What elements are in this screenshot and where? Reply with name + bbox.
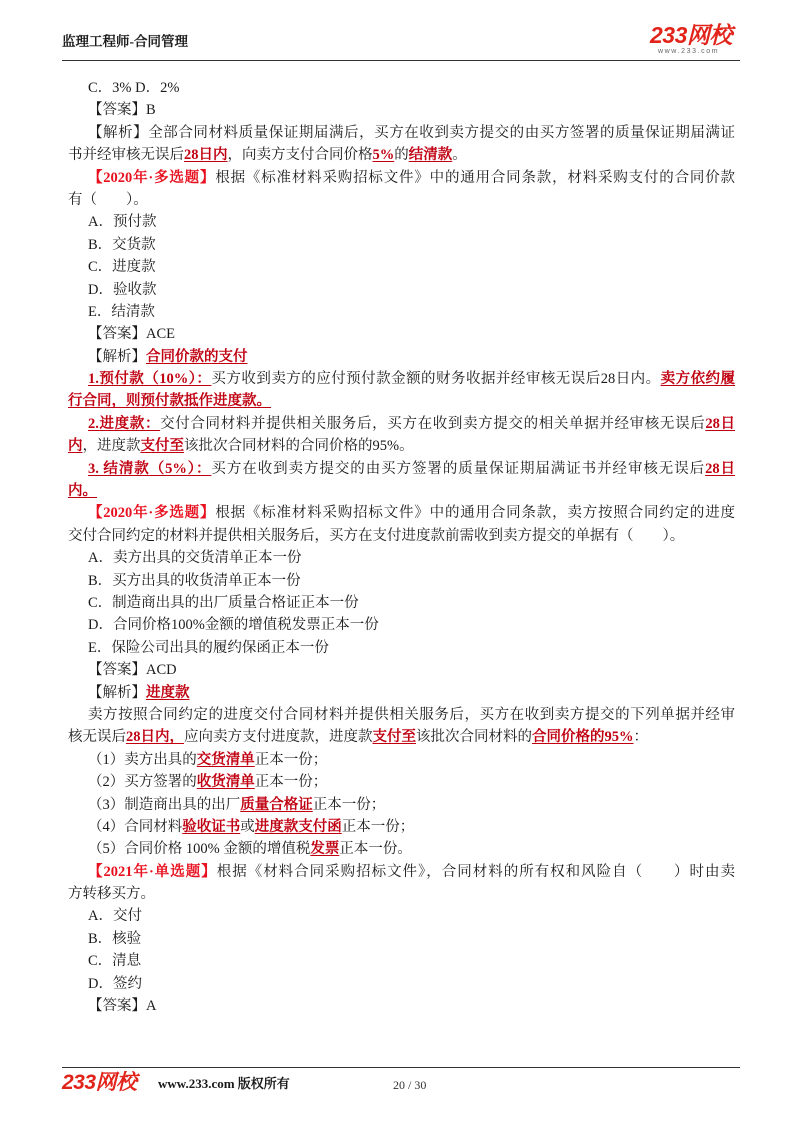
text-run: C．制造商出具的出厂质量合格证正本一份 [88, 594, 359, 611]
option-paragraph [68, 592, 735, 614]
header-divider [62, 60, 740, 61]
text-line [68, 234, 735, 256]
text-line [68, 435, 735, 457]
text-run: （2）买方签署的 [88, 774, 197, 791]
key-point-text: 支付至 [372, 729, 416, 746]
text-run: 该批次合同材料的合同价格的95%。 [184, 438, 414, 455]
text-run: 该批次合同材料的 [416, 729, 532, 746]
option-paragraph [68, 973, 735, 995]
key-point-text: 卖方依约履 [660, 371, 736, 388]
text-run: B．买方出具的收货清单正本一份 [88, 572, 301, 589]
text-line [68, 256, 735, 278]
text-line [68, 458, 735, 480]
text-line [68, 167, 735, 189]
text-run: 方转移买方。 [68, 886, 155, 903]
key-point-text: 进度款 [146, 684, 190, 701]
text-line [68, 838, 735, 860]
text-run: （3）制造商出具的出厂 [88, 796, 241, 813]
key-point-text: 28日 [705, 460, 736, 477]
text-run: A．交付 [88, 908, 142, 925]
text-run: 【答案】B [88, 102, 156, 119]
key-point-text: 收货清单 [196, 774, 255, 791]
text-line [68, 368, 735, 390]
text-run: D．合同价格100%金额的增值税发票正本一份 [88, 617, 379, 634]
logo-wordmark: 233网校 [650, 22, 732, 48]
key-point-text: 进度款支付函 [254, 818, 342, 835]
text-run: 根据《材料合同采购招标文件》，合同材料的所有权和风险自（ ）时由卖 [216, 863, 736, 880]
text-line [68, 704, 735, 726]
footer-divider [62, 1067, 740, 1068]
key-point-text: 验收证书 [182, 818, 241, 835]
text-line [68, 413, 735, 435]
text-line [68, 905, 735, 927]
key-point-text: 行合同，则预付款抵作进度款。 [68, 393, 271, 410]
option-paragraph [68, 547, 735, 569]
text-line [68, 883, 735, 905]
answer-paragraph [68, 323, 735, 345]
key-point-text: 28日 [705, 415, 736, 432]
text-run: 交付合同约定的材料并提供相关服务后，买方在支付进度款前需收到卖方提交的单据有（ ）。 [68, 527, 685, 544]
text-line [68, 346, 735, 368]
key-point-text: 28日内， [126, 729, 184, 746]
text-line [68, 144, 735, 166]
text-line [68, 659, 735, 681]
option-paragraph [68, 279, 735, 301]
key-point-text: 2.进度款： [88, 415, 161, 432]
text-run: 核无误后 [68, 729, 126, 746]
list-item-paragraph [68, 794, 735, 816]
text-line [68, 570, 735, 592]
text-line [68, 995, 735, 1017]
text-run: 【答案】A [88, 998, 157, 1015]
text-run: A．预付款 [88, 214, 157, 231]
text-line [68, 973, 735, 995]
text-run: E．结清款 [88, 303, 155, 320]
text-run: 【答案】ACE [88, 326, 175, 343]
text-line [68, 301, 735, 323]
key-point-text: 内 [68, 438, 83, 455]
text-run: 【解析】全部合同材料质量保证期届满后，买方在收到卖方提交的由买方签署的质量保证期届满证 [88, 124, 735, 141]
text-run: A．卖方出具的交货清单正本一份 [88, 550, 302, 567]
option-paragraph [68, 570, 735, 592]
option-paragraph [68, 905, 735, 927]
option-paragraph [68, 928, 735, 950]
logo-url: www.233.com [658, 48, 720, 55]
text-run: ，向卖方支付合同价格 [227, 147, 373, 164]
text-line [68, 749, 735, 771]
question-tag: 【2020年·多选题】 [88, 505, 216, 522]
question-tag: 【2020年·多选题】 [88, 169, 216, 186]
option-paragraph [68, 77, 735, 99]
text-run: 正本一份； [312, 796, 386, 813]
text-run: B．核验 [88, 930, 142, 947]
text-line [68, 323, 735, 345]
text-run: 【答案】ACD [88, 662, 177, 679]
list-item-paragraph [68, 749, 735, 771]
text-run: 根据《标准材料采购招标文件》中的通用合同条款，材料采购支付的合同价款 [215, 169, 735, 186]
text-run: 或 [240, 818, 255, 835]
key-point-text: 发票 [310, 841, 340, 858]
list-item-paragraph [68, 838, 735, 860]
text-run: 正本一份。 [339, 841, 412, 858]
text-run: 买方收到卖方的应付预付款金额的财务收据并经审核无误后28日内。 [211, 371, 661, 388]
question-tag: 【2021年·单选题】 [88, 863, 217, 880]
text-run: 应向卖方支付进度款，进度款 [184, 729, 373, 746]
text-run: （5）合同价格 100% 金额的增值税 [88, 841, 311, 858]
text-run: C．清息 [88, 953, 142, 970]
key-point-text: 交货清单 [196, 751, 255, 768]
text-line [68, 816, 735, 838]
text-run: （4）合同材料 [88, 818, 183, 835]
text-line [68, 682, 735, 704]
text-run: 正本一份； [341, 818, 415, 835]
key-point-text: 质量合格证 [240, 796, 313, 813]
key-point-text: 结清款 [408, 147, 453, 164]
footer-logo: 233网校 [62, 1071, 137, 1094]
brand-logo [650, 22, 742, 58]
text-line [68, 794, 735, 816]
option-paragraph [68, 234, 735, 256]
text-line [68, 122, 735, 144]
text-run: 买方在收到卖方提交的由买方签署的质量保证期届满证书并经审核无误后 [211, 460, 706, 477]
text-line [68, 189, 735, 211]
text-run: 【解析】 [88, 684, 146, 701]
text-run: 的 [394, 147, 409, 164]
text-line [68, 861, 735, 883]
analysis-paragraph [68, 682, 735, 704]
key-point-text: 内。 [68, 483, 97, 500]
text-run: B．交货款 [88, 236, 156, 253]
text-line [68, 592, 735, 614]
answer-paragraph [68, 99, 735, 121]
text-run: 根据《标准材料采购招标文件》中的通用合同条款，卖方按照合同约定的进度 [215, 505, 735, 522]
analysis-paragraph [68, 122, 735, 167]
text-line [68, 950, 735, 972]
key-point-text: 3. 结清款（5%）： [88, 460, 212, 477]
option-paragraph [68, 950, 735, 972]
question-paragraph [68, 167, 735, 212]
text-run: 交付合同材料并提供相关服务后，买方在收到卖方提交的相关单据并经审核无误后 [160, 415, 706, 432]
text-line [68, 637, 735, 659]
footer-copyright: www.233.com 版权所有 [158, 1076, 290, 1091]
text-line [68, 771, 735, 793]
key-point-text: 28日内 [184, 147, 228, 164]
text-line [68, 547, 735, 569]
point-paragraph [68, 413, 735, 458]
text-run: 卖方按照合同约定的进度交付合同材料并提供相关服务后，买方在收到卖方提交的下列单据并经审 [88, 706, 735, 723]
key-point-text: 合同价格的95% [532, 729, 634, 746]
list-item-paragraph [68, 771, 735, 793]
header-title: 监理工程师-合同管理 [62, 34, 188, 49]
text-run: ，进度款 [82, 438, 141, 455]
answer-paragraph [68, 659, 735, 681]
option-paragraph [68, 637, 735, 659]
text-line [68, 279, 735, 301]
text-run: D．签约 [88, 975, 142, 992]
option-paragraph [68, 614, 735, 636]
text-run: 有（ ）。 [68, 191, 148, 208]
question-paragraph [68, 502, 735, 547]
analysis-paragraph [68, 346, 735, 368]
answer-paragraph [68, 995, 735, 1017]
text-line [68, 390, 735, 412]
text-line [68, 525, 735, 547]
text-run: D．验收款 [88, 281, 157, 298]
text-run: 正本一份； [254, 774, 328, 791]
page-number: 20 / 30 [393, 1078, 427, 1092]
point-paragraph [68, 458, 735, 503]
text-run: ： [633, 729, 648, 746]
option-paragraph [68, 256, 735, 278]
text-line [68, 480, 735, 502]
text-run: 书并经审核无误后 [68, 147, 184, 164]
key-point-text: 支付至 [140, 438, 184, 455]
text-line [68, 77, 735, 99]
option-paragraph [68, 301, 735, 323]
text-line [68, 211, 735, 233]
text-run: 。 [452, 147, 467, 164]
key-point-text: 5% [372, 147, 395, 164]
text-line [68, 99, 735, 121]
list-item-paragraph [68, 816, 735, 838]
text-line [68, 614, 735, 636]
point-paragraph [68, 368, 735, 413]
document-body [68, 77, 735, 1017]
text-run: E．保险公司出具的履约保函正本一份 [88, 639, 329, 656]
analysis-paragraph [68, 704, 735, 749]
option-paragraph [68, 211, 735, 233]
text-run: （1）卖方出具的 [88, 751, 197, 768]
text-run: 【解析】 [88, 348, 146, 365]
key-point-text: 合同价款的支付 [146, 348, 248, 365]
key-point-text: 1.预付款（10%）： [88, 371, 212, 388]
question-paragraph [68, 861, 735, 906]
text-run: C．进度款 [88, 259, 156, 276]
text-run: C．3% D．2% [88, 80, 180, 96]
text-run: 正本一份； [254, 751, 328, 768]
text-line [68, 928, 735, 950]
text-line [68, 502, 735, 524]
text-line [68, 726, 735, 748]
